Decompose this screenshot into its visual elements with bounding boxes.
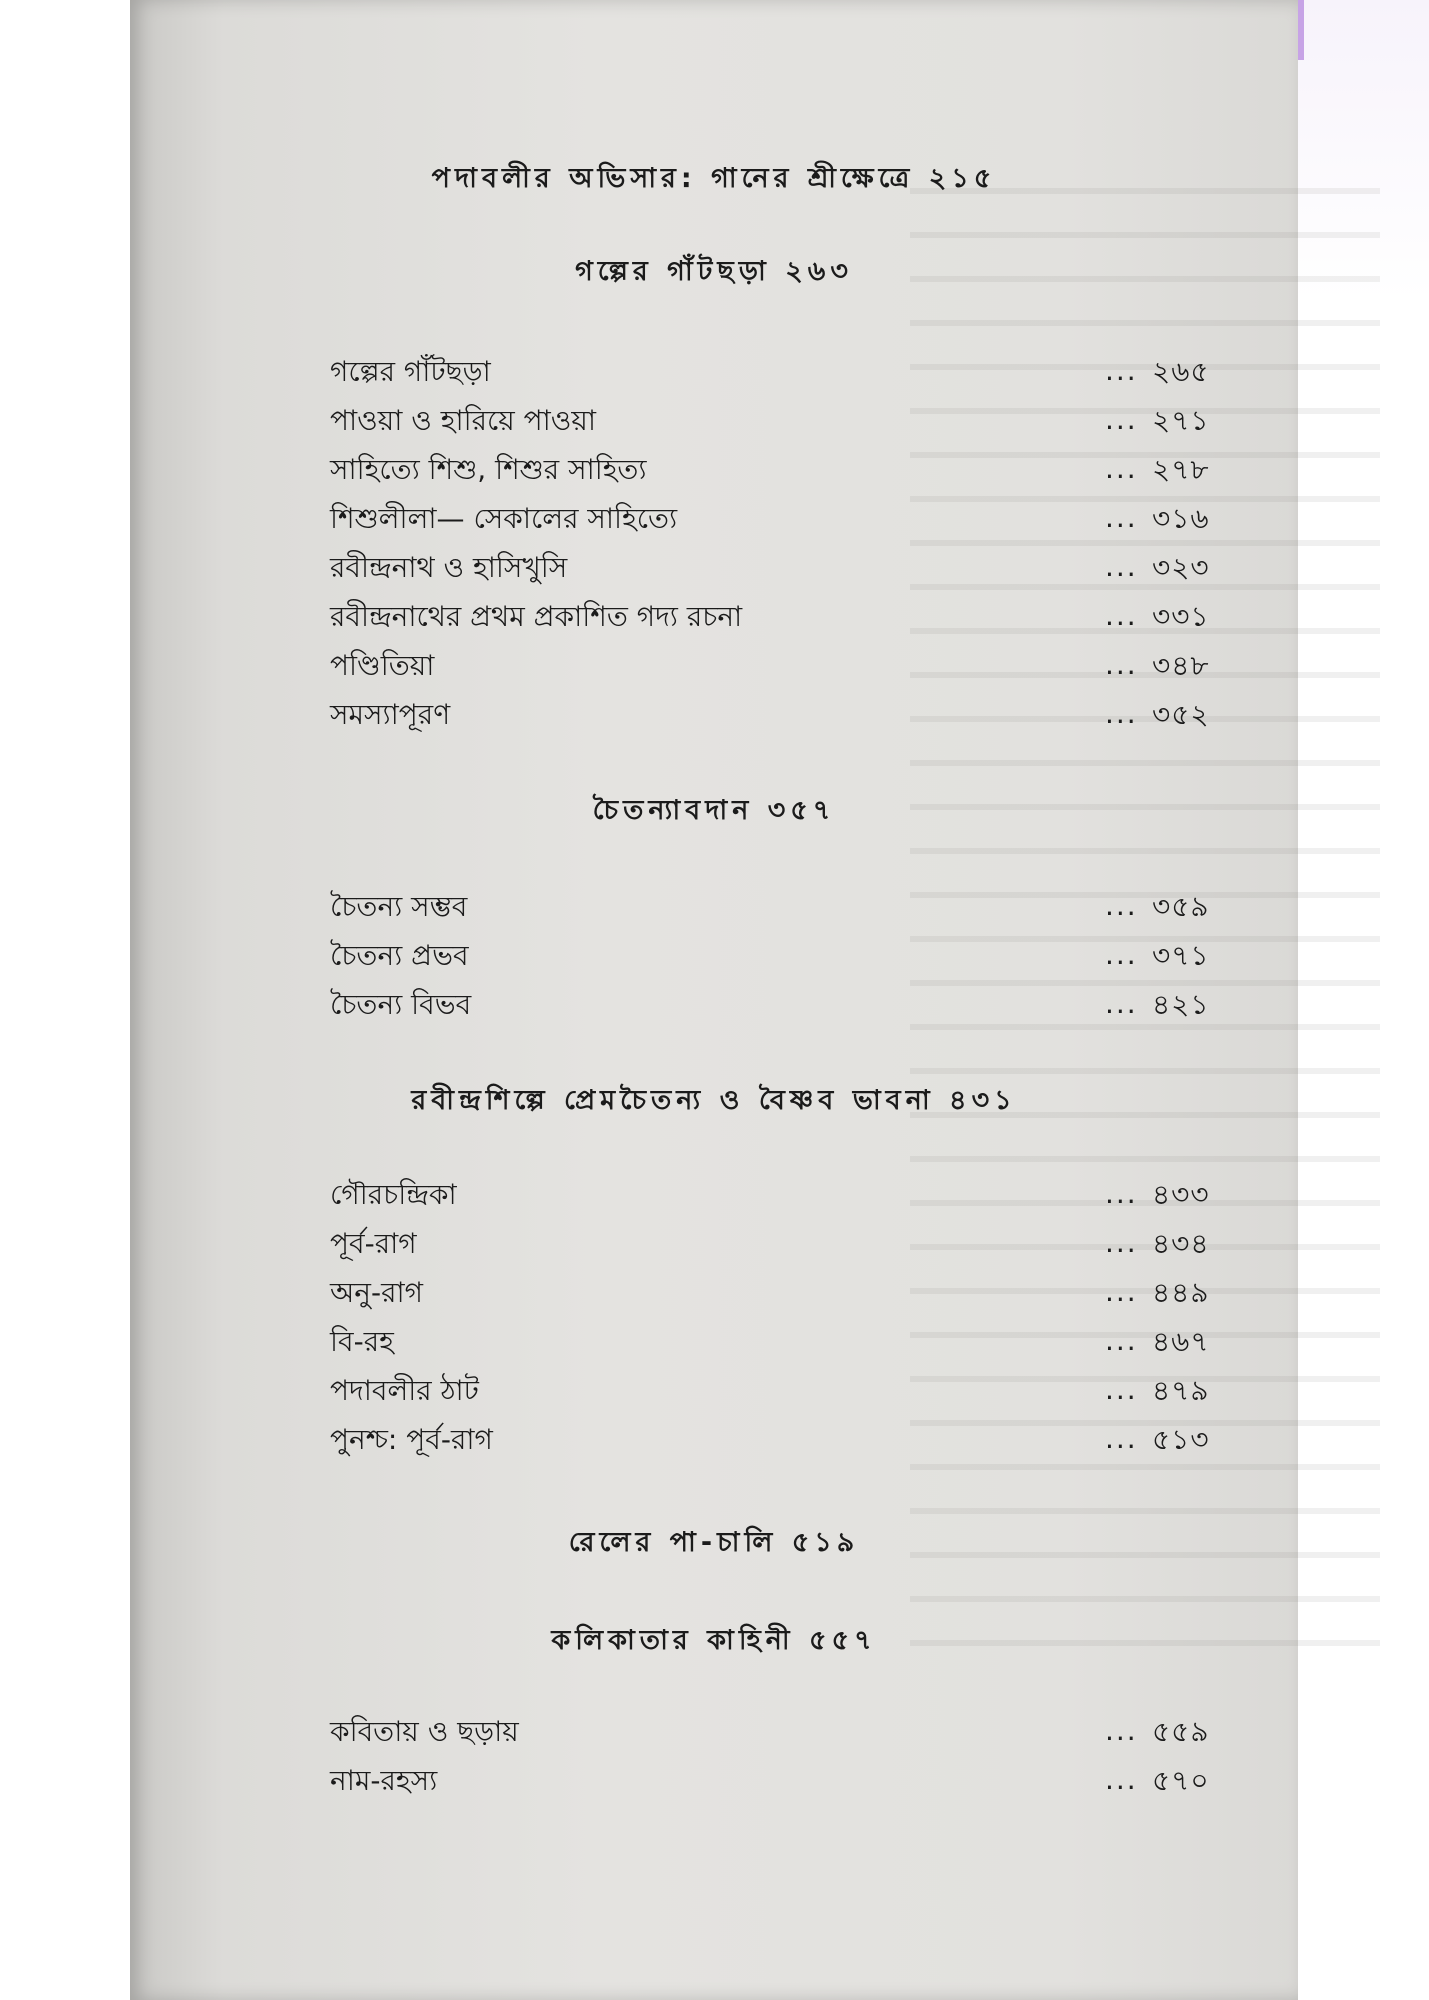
dot-leader: ... [1105,599,1138,632]
entry-title: রবীন্দ্রনাথের প্রথম প্রকাশিত গদ্য রচনা [330,600,743,633]
entry-title: অনু-রাগ [330,1276,423,1309]
section-heading: কলিকাতার কাহিনী ৫৫৭ [551,1625,877,1656]
toc-entry[interactable] [330,546,1310,586]
toc-entry[interactable] [330,885,1310,925]
toc-entry[interactable] [330,1173,1310,1213]
dot-leader: ... [1105,648,1138,681]
book-page [130,0,1298,2000]
page-number: ২৭১ [1152,404,1210,437]
toc-entry[interactable] [330,1320,1310,1360]
dot-leader: ... [1105,1373,1138,1406]
section-heading: চৈতন্যাবদান ৩৫৭ [592,795,836,826]
dot-leader: ... [1105,1763,1138,1796]
dot-leader: ... [1105,1324,1138,1357]
page-number: ৪৩৪ [1152,1227,1210,1260]
toc-entry[interactable] [330,983,1310,1023]
entry-title: সমস্যাপূরণ [330,698,451,731]
dot-leader: ... [1105,1177,1138,1210]
dot-leader: ... [1105,1714,1138,1747]
page-number: ৩৪৮ [1152,649,1210,682]
table-of-contents [130,0,1298,2000]
dot-leader: ... [1105,889,1138,922]
page-number: ৩১৬ [1152,502,1210,535]
toc-entry[interactable] [330,1222,1310,1262]
page-number: ৪৬৭ [1152,1325,1210,1358]
entry-title: নাম-রহস্য [330,1764,438,1797]
toc-entry[interactable] [330,595,1310,635]
entry-title: পুনশ্চ: পূর্ব-রাগ [330,1423,493,1456]
section-heading: পদাবলীর অভিসার: গানের শ্রীক্ষেত্রে ২১৫ [431,163,997,194]
dot-leader: ... [1105,938,1138,971]
dot-leader: ... [1105,452,1138,485]
dot-leader: ... [1105,987,1138,1020]
dot-leader: ... [1105,1226,1138,1259]
page-number: ২৬৫ [1152,355,1210,388]
page-number: ৪৩৩ [1152,1178,1210,1211]
entry-title: চৈতন্য প্রভব [330,939,469,972]
toc-entry[interactable] [330,399,1310,439]
dot-leader: ... [1105,550,1138,583]
entry-title: পাওয়া ও হারিয়ে পাওয়া [330,404,596,437]
page-number: ৪৭৯ [1152,1374,1210,1407]
entry-title: পূর্ব-রাগ [330,1227,417,1260]
page-number: ৩৩১ [1152,600,1210,633]
scan-background-left [0,0,130,2000]
entry-title: পণ্ডিতিয়া [330,649,435,682]
toc-entry[interactable] [330,693,1310,733]
toc-entry[interactable] [330,1759,1310,1799]
page-number: ৪৪৯ [1152,1276,1210,1309]
page-number: ৩২৩ [1152,551,1210,584]
toc-entry[interactable] [330,1418,1310,1458]
page-number: ২৭৮ [1152,453,1210,486]
dot-leader: ... [1105,403,1138,436]
entry-title: গৌরচন্দ্রিকা [330,1178,457,1211]
entry-title: রবীন্দ্রনাথ ও হাসিখুসি [330,551,568,584]
page-number: ৩৭১ [1152,939,1210,972]
page-number: ৩৫৯ [1152,890,1210,923]
page-number: ৫৭০ [1152,1764,1210,1797]
entry-title: পদাবলীর ঠাট [330,1374,479,1407]
entry-title: চৈতন্য সম্ভব [330,890,468,923]
page-number: ৩৫২ [1152,698,1210,731]
section-heading: রবীন্দ্রশিল্পে প্রেমচৈতন্য ও বৈষ্ণব ভাবনা ৪৩১ [411,1085,1017,1116]
toc-entry[interactable] [330,497,1310,537]
toc-entry[interactable] [330,1271,1310,1311]
entry-title: শিশুলীলা— সেকালের সাহিত্যে [330,502,678,535]
entry-title: গল্পের গাঁটছড়া [330,355,491,388]
toc-entry[interactable] [330,350,1310,390]
toc-entry[interactable] [330,1369,1310,1409]
dot-leader: ... [1105,1422,1138,1455]
page-number: ৫৫৯ [1152,1715,1210,1748]
dot-leader: ... [1105,501,1138,534]
page-number: ৪২১ [1152,988,1210,1021]
dot-leader: ... [1105,697,1138,730]
dot-leader: ... [1105,1275,1138,1308]
section-heading: গল্পের গাঁটছড়া ২৬৩ [575,256,853,287]
entry-title: কবিতায় ও ছড়ায় [330,1715,519,1748]
toc-entry[interactable] [330,448,1310,488]
entry-title: বি-রহ [330,1325,394,1358]
toc-entry[interactable] [330,1710,1310,1750]
entry-title: চৈতন্য বিভব [330,988,472,1021]
toc-entry[interactable] [330,934,1310,974]
dot-leader: ... [1105,354,1138,387]
entry-title: সাহিত্যে শিশু, শিশুর সাহিত্য [330,453,647,486]
toc-entry[interactable] [330,644,1310,684]
section-heading: রেলের পা-চালি ৫১৯ [568,1527,860,1558]
page-number: ৫১৩ [1152,1423,1210,1456]
